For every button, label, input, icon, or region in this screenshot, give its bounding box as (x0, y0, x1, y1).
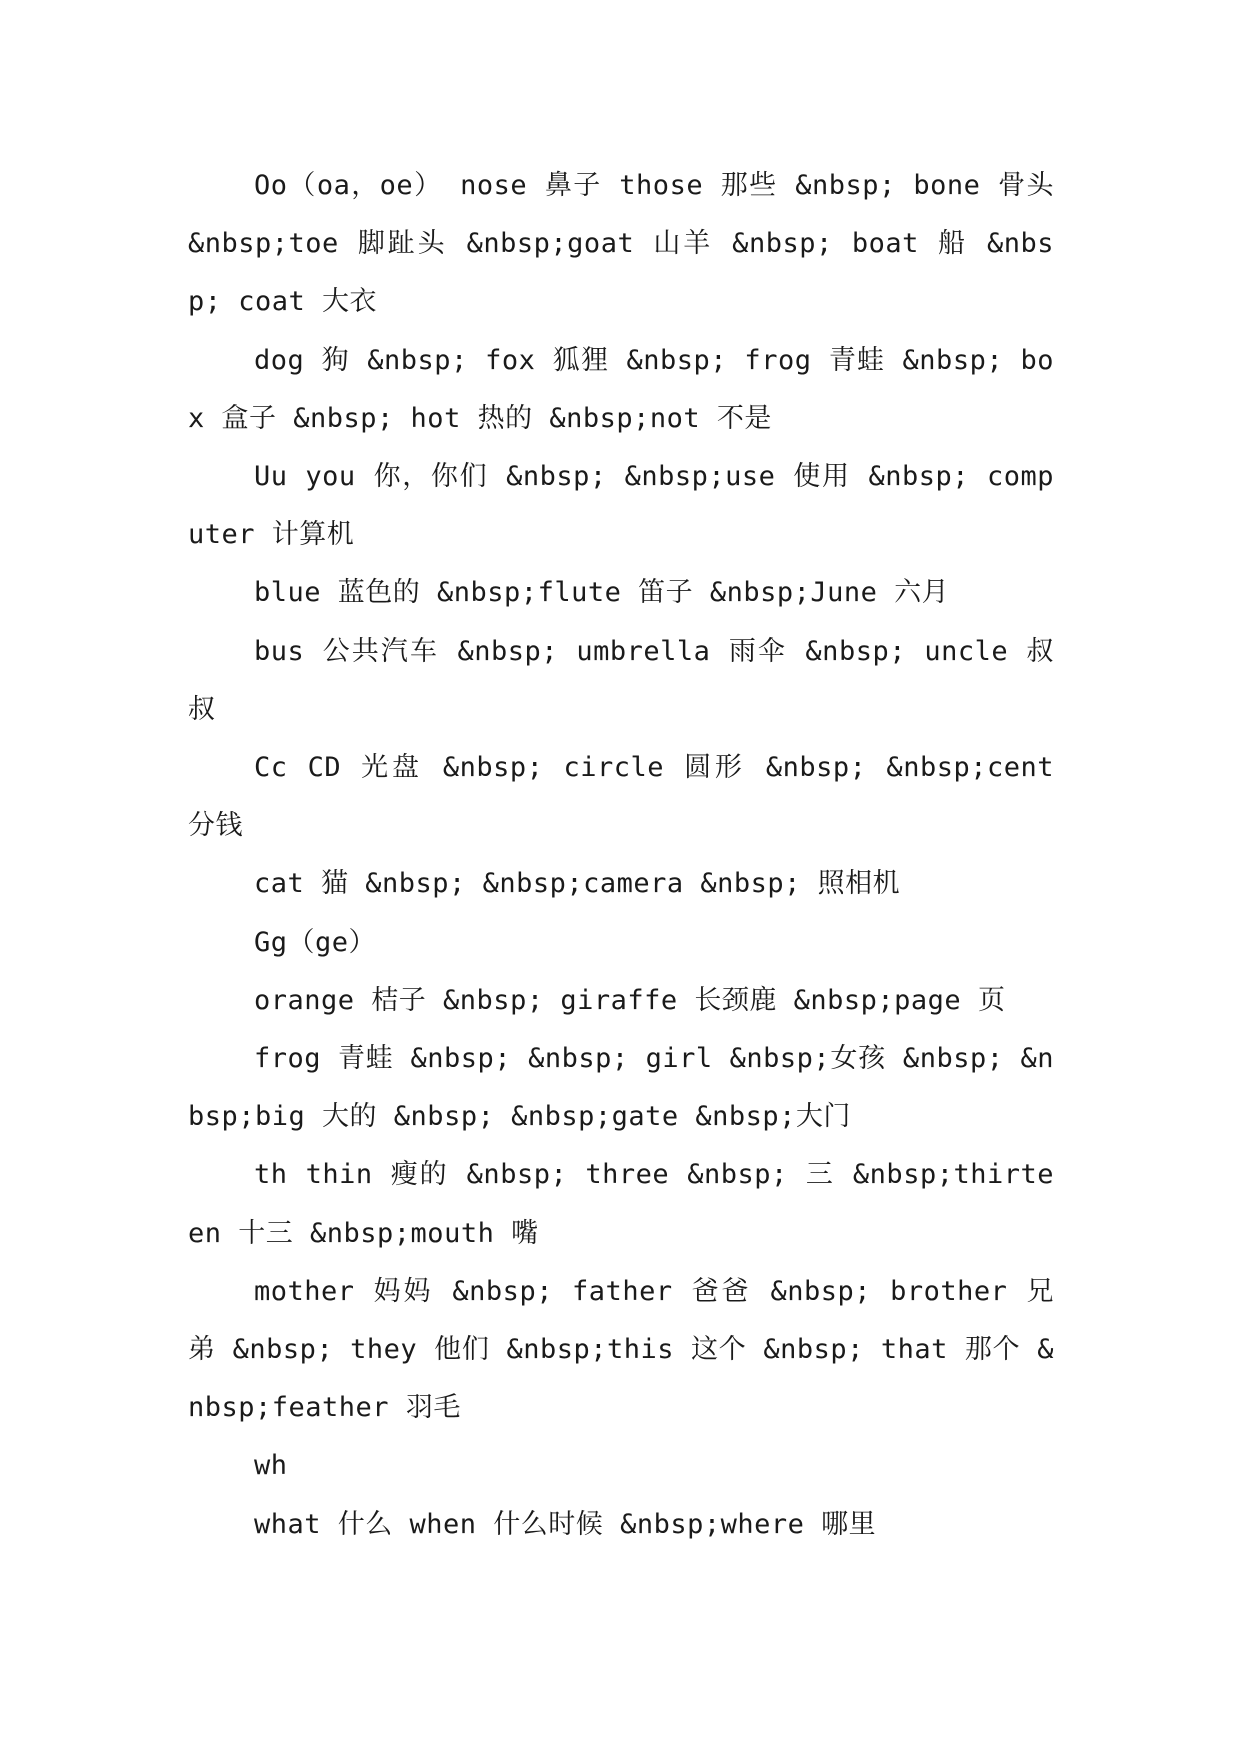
paragraph-wh-words: what 什么 when 什么时候 &nbsp;where 哪里 (254, 1508, 877, 1540)
paragraph-gg-soft-words: orange 桔子 &nbsp; giraffe 长颈鹿 &nbsp;page 页 (254, 984, 1006, 1016)
paragraph-cc-soft-words: Cc CD 光盘 &nbsp; circle 圆形 &nbsp; &nbsp;cent 分钱 (188, 752, 1054, 842)
paragraph-cc-hard-words: cat 猫 &nbsp; &nbsp;camera &nbsp; 照相机 (254, 868, 901, 900)
paragraph-gg-hard-words: frog 青蛙 &nbsp; &nbsp; girl &nbsp;女孩 &nbsp; &nbsp;big 大的 &nbsp; &nbsp;gate &nbsp;大门 (188, 1043, 1054, 1133)
paragraph-th-voiced-words: mother 妈妈 &nbsp; father 爸爸 &nbsp; brother 兄弟 &nbsp; they 他们 &nbsp;this 这个 &nbsp; that 那个 &nbsp;feather 羽毛 (188, 1275, 1054, 1424)
paragraph-oo-words: Oo（oa，oe） nose 鼻子 those 那些 &nbsp; bone 骨头 &nbsp;toe 脚趾头 &nbsp;goat 山羊 &nbsp; boat 船 &nbsp; coat 大衣 (188, 170, 1054, 318)
paragraph-th-voiceless-words: th thin 瘦的 &nbsp; three &nbsp; 三 &nbsp;thirteen 十三 &nbsp;mouth 嘴 (188, 1159, 1054, 1249)
paragraph-uu-words: Uu you 你，你们 &nbsp; &nbsp;use 使用 &nbsp; computer 计算机 (188, 461, 1054, 551)
paragraph-gg-heading: Gg（ge） (254, 926, 377, 958)
paragraph-wh-heading: wh (254, 1450, 288, 1482)
paragraph-long-u-words: blue 蓝色的 &nbsp;flute 笛子 &nbsp;June 六月 (254, 577, 950, 609)
paragraph-short-o-words: dog 狗 &nbsp; fox 狐狸 &nbsp; frog 青蛙 &nbsp; box 盒子 &nbsp; hot 热的 &nbsp;not 不是 (188, 344, 1054, 434)
document-body (188, 157, 1054, 1554)
paragraph-short-u-words: bus 公共汽车 &nbsp; umbrella 雨伞 &nbsp; uncle 叔叔 (188, 635, 1054, 725)
